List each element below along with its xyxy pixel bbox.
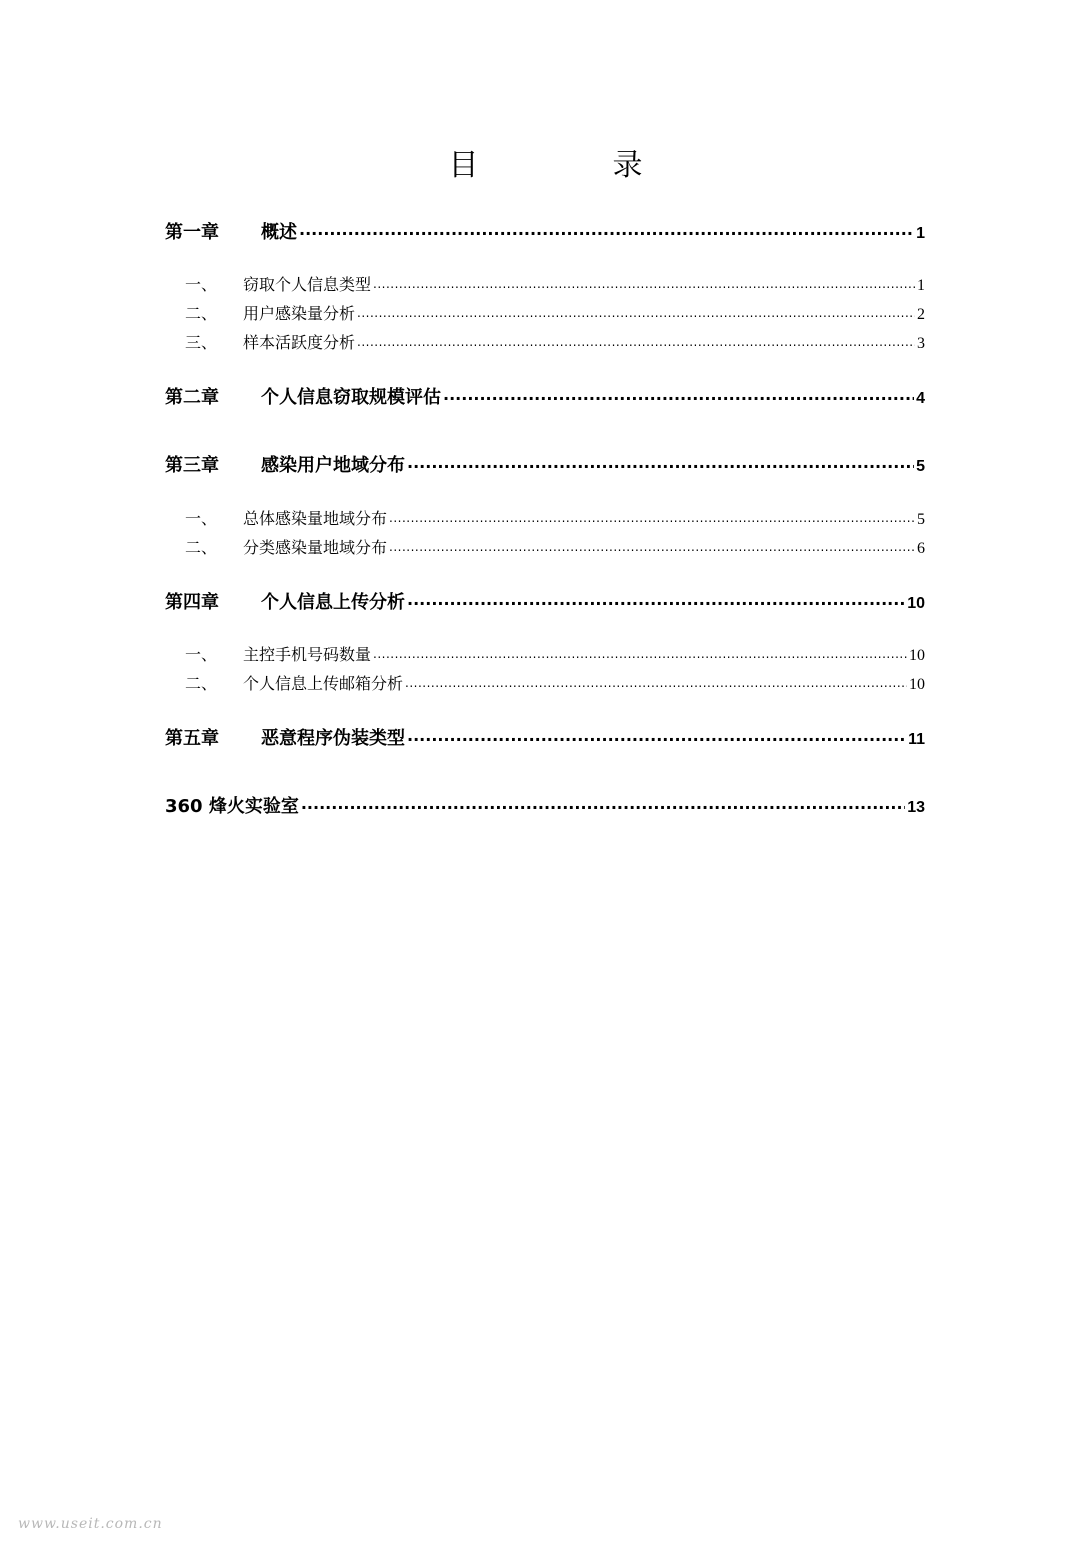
toc-chapter-3[interactable] [165,451,925,477]
toc-section-4-2[interactable] [165,671,925,695]
toc-leader-dots [405,673,907,689]
toc-section-number: 一、 [185,275,218,294]
toc-leader-dots [407,726,906,744]
toc-chapter-lab[interactable] [165,792,925,818]
toc-page-number: 11 [908,731,925,748]
toc-chapter-5[interactable] [165,724,925,750]
toc-chapter-4[interactable] [165,588,925,614]
toc-section-1-3[interactable] [165,330,925,354]
toc-section-label: 用户感染量分析 [243,304,356,323]
toc-section-3-2[interactable] [165,535,925,559]
toc-page-number: 4 [916,390,925,407]
toc-leader-dots [373,644,907,660]
toc-section-number: 二、 [185,538,218,557]
toc-section-label: 主控手机号码数量 [243,645,372,664]
toc-chapter-number: 第一章 [165,222,219,243]
toc-chapter-1[interactable] [165,218,925,244]
toc-page-number: 3 [917,335,925,352]
toc-leader-dots [357,303,915,319]
toc-chapter-number: 第五章 [165,728,219,749]
toc-leader-dots [301,794,905,812]
toc-section-label: 窃取个人信息类型 [243,275,372,294]
toc-section-1-1[interactable] [165,272,925,296]
toc-page-number: 2 [917,306,925,323]
toc-section-label: 总体感染量地域分布 [243,509,388,528]
toc-page-number: 5 [916,458,925,475]
toc-leader-dots [389,537,915,553]
toc-chapter-label: 个人信息上传分析 [261,592,405,613]
toc-leader-dots [299,220,914,238]
toc-leader-dots [407,453,914,471]
toc-page-number: 1 [917,277,925,294]
toc-leader-dots [407,590,905,608]
toc-page-number: 6 [917,540,925,557]
toc-chapter-label: 360 烽火实验室 [165,796,299,817]
toc-leader-dots [373,274,915,290]
toc-section-number: 二、 [185,304,218,323]
toc-chapter-label: 恶意程序伪装类型 [261,728,405,749]
toc-page-number: 10 [909,676,925,693]
toc-chapter-number: 第四章 [165,592,219,613]
toc-section-3-1[interactable] [165,506,925,530]
toc-section-label: 分类感染量地域分布 [243,538,388,557]
page-title: 目 录 [448,148,695,183]
toc-leader-dots [443,385,914,403]
toc-section-label: 样本活跃度分析 [243,333,356,352]
toc-chapter-2[interactable] [165,383,925,409]
toc-section-number: 三、 [185,333,218,352]
toc-section-number: 一、 [185,645,218,664]
toc-page-number: 13 [907,799,925,816]
toc-page-number: 10 [907,595,925,612]
toc-section-number: 一、 [185,509,218,528]
toc-section-label: 个人信息上传邮箱分析 [243,674,404,693]
toc-leader-dots [357,332,915,348]
watermark-text: www.useit.com.cn [18,1516,163,1532]
toc-section-4-1[interactable] [165,642,925,666]
toc-chapter-number: 第三章 [165,455,219,476]
toc-leader-dots [389,508,915,524]
toc-chapter-label: 个人信息窃取规模评估 [261,387,441,408]
toc-chapter-label: 感染用户地域分布 [261,455,405,476]
toc-chapter-label: 概述 [261,222,297,243]
toc-section-number: 二、 [185,674,218,693]
toc-page-number: 5 [917,511,925,528]
toc-chapter-number: 第二章 [165,387,219,408]
toc-page-number: 10 [909,647,925,664]
toc-page-number: 1 [916,225,925,242]
toc-section-1-2[interactable] [165,301,925,325]
